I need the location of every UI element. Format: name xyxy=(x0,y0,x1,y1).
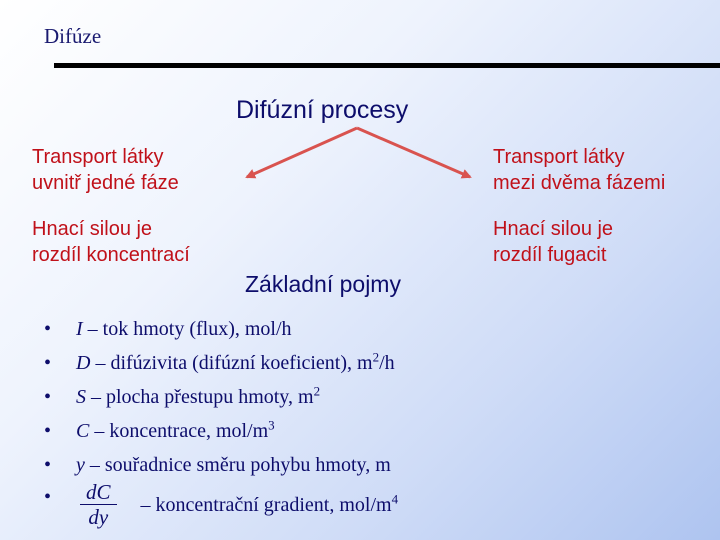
bullet-icon: • xyxy=(44,420,52,442)
definition-text: – tok hmoty (flux), mol/h xyxy=(82,318,292,340)
definition-text: – koncentrace, mol/m xyxy=(89,420,269,442)
definition-item-gradient xyxy=(44,480,399,529)
definition-sup: 2 xyxy=(313,383,321,399)
definition-text: – koncentrační gradient, mol/m xyxy=(140,494,392,517)
right-force-line-1: Hnací silou je xyxy=(493,218,614,240)
right-transport-line-2: mezi dvěma fázemi xyxy=(493,172,666,194)
right-force-line-2: rozdíl fugacit xyxy=(493,244,607,266)
subtitle: Základní pojmy xyxy=(245,271,401,297)
definition-item xyxy=(44,414,398,448)
definition-symbol: S xyxy=(76,386,86,408)
right-arrow xyxy=(357,128,470,177)
definition-item xyxy=(44,448,398,482)
definition-symbol: D xyxy=(76,352,91,374)
left-force-line-1: Hnací silou je xyxy=(32,218,153,240)
definition-sup: 2 xyxy=(372,349,380,365)
bullet-icon: • xyxy=(44,486,52,508)
definitions-list xyxy=(44,312,399,529)
left-transport-line-1: Transport látky xyxy=(32,146,164,168)
left-transport-line-2: uvnitř jedné fáze xyxy=(32,172,179,194)
definition-item xyxy=(44,346,398,380)
bullet-icon: • xyxy=(44,318,52,340)
definition-item xyxy=(44,312,398,346)
definition-symbol: C xyxy=(76,420,90,442)
right-transport-text xyxy=(493,144,665,196)
fraction-numerator: dC xyxy=(80,480,117,505)
left-transport-text xyxy=(32,144,179,196)
section-header: Difúze xyxy=(44,24,102,48)
left-arrow xyxy=(247,128,357,177)
right-transport-line-1: Transport látky xyxy=(493,146,625,168)
definition-sup: 4 xyxy=(391,491,399,507)
definition-sup: 3 xyxy=(268,417,275,433)
bullet-icon: • xyxy=(44,454,52,476)
definition-suffix: /h xyxy=(379,352,395,374)
gradient-fraction xyxy=(80,480,117,529)
definition-text: – difúzivita (difúzní koeficient), m xyxy=(90,352,373,374)
left-force-line-2: rozdíl koncentrací xyxy=(32,244,190,266)
definition-symbol: y xyxy=(76,454,85,476)
page-title: Difúzní procesy xyxy=(236,96,409,124)
definition-symbol: I xyxy=(76,318,83,340)
bullet-icon: • xyxy=(44,352,52,374)
definition-item xyxy=(44,380,398,414)
right-driving-force-text xyxy=(493,216,613,268)
bullet-icon: • xyxy=(44,386,52,408)
fraction-denominator: dy xyxy=(88,505,109,529)
definition-text: – souřadnice směru pohybu hmoty, m xyxy=(84,454,391,476)
left-driving-force-text xyxy=(32,216,190,268)
definition-text: – plocha přestupu hmoty, m xyxy=(86,386,314,408)
